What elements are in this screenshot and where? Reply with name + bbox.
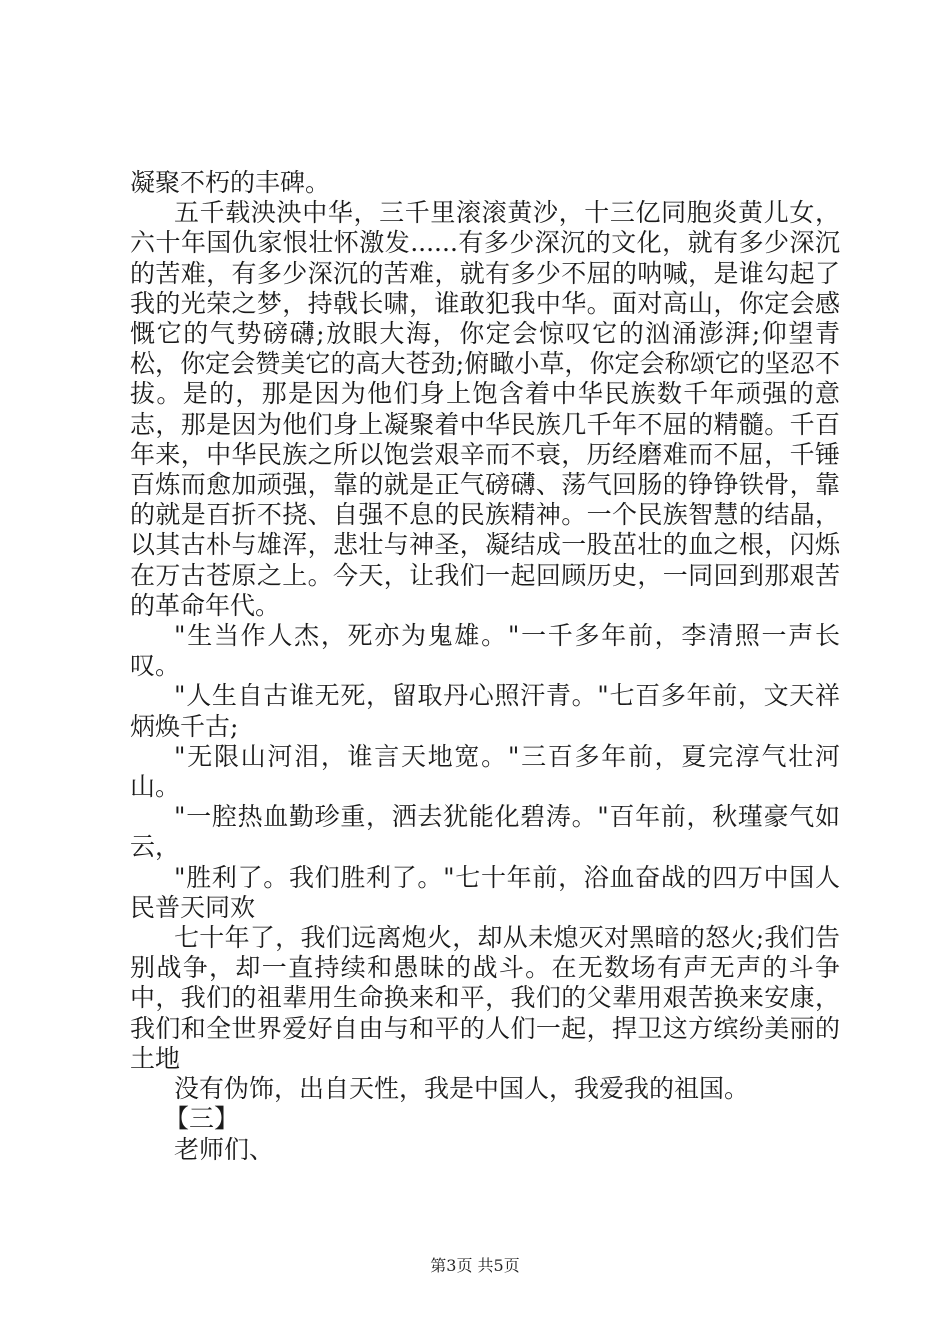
page-number-footer: 第3页 共5页 <box>430 1256 520 1275</box>
section-heading: 【三】 <box>164 1104 240 1134</box>
paragraph-3: "生当作人杰，死亦为鬼雄。"一千多年前，李清照一声长叹。 <box>130 621 840 681</box>
document-body <box>130 168 840 1165</box>
paragraph-4: "人生自古谁无死，留取丹心照汗青。"七百多年前，文天祥炳焕千古; <box>130 681 840 741</box>
paragraph-9: 没有伪饰，出自天性，我是中国人，我爱我的祖国。 <box>174 1074 750 1104</box>
paragraph-1: 凝聚不朽的丰碑。 <box>130 168 331 197</box>
paragraph-5: "无限山河泪，谁言天地宽。"三百多年前，夏完淳气壮河山。 <box>130 741 840 802</box>
paragraph-2: 五千载泱泱中华，三千里滚滚黄沙，十三亿同胞炎黄儿女，六十年国仇家恨壮怀激发......有多少深沉的文化，就有多少深沉的苦难，有多少深沉的苦难，就有多少不屈的呐喊，是谁勾起了我的光荣之梦，持戟长啸，谁敢犯我中华。面对高山，你定会感慨它的气势磅礴;放眼大海，你定会惊叹它的汹涌澎湃;仰望青松，你定会赞美它的高大苍劲;俯瞰小草，你定会称颂它的坚忍不拔。是的，那是因为他们身上饱含着中华民族数千年顽强的意志，那是因为他们身上凝聚着中华民族几千年不屈的精髓。千百年来，中华民族之所以饱尝艰辛而不衰，历经磨难而不屈，千锤百炼而愈加顽强，靠的就是正气磅礴、荡气回肠的铮铮铁骨，靠的就是百折不挠、自强不息的民族精神。一个民族智慧的结晶，以其古朴与雄浑，悲壮与神圣，凝结成一股茁壮的血之根，闪烁在万古苍原之上。今天，让我们一起回顾历史，一同回到那艰苦的革命年代。 <box>130 198 840 620</box>
paragraph-7: "胜利了。我们胜利了。"七十年前，浴血奋战的四万中国人民普天同欢 <box>130 862 840 922</box>
paragraph-6: "一腔热血勤珍重，洒去犹能化碧涛。"百年前，秋瑾豪气如云， <box>130 802 840 862</box>
closing-line: 老师们、 <box>174 1134 275 1164</box>
paragraph-8: 七十年了，我们远离炮火，却从未熄灭对黑暗的怒火;我们告别战争，却一直持续和愚昧的战斗。在无数场有声无声的斗争中，我们的祖辈用生命换来和平，我们的父辈用艰苦换来安康，我们和全世界爱好自由与和平的人们一起，捍卫这方缤纷美丽的土地 <box>130 923 840 1073</box>
